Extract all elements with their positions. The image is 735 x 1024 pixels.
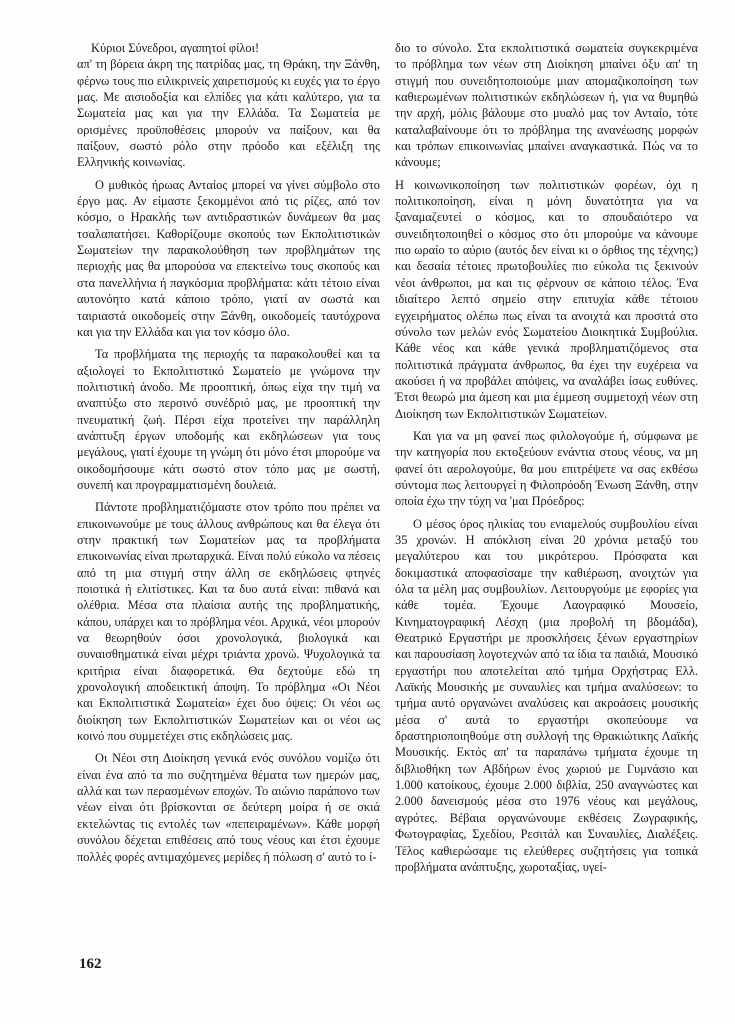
- paragraph: Ο μυθικός ήρωας Ανταίος μπορεί να γίνει σύμβολο στο έργο μας. Αν είμαστε ξεκομμένοι από τις ρίζες, από τον κόσμο, ο Ηρακλής των αντιδραστικών δυνάμεων θα μας τσαλαπατήσει. Καθορίζουμε σκοπούς των Εκπολιτιστικών Σωματείων την παρακολούθηση των προβλημάτων της περιοχής μας θα μπορούσα να επεκτείνω τους σκοπούς και στα πανελλήνια ή παγκόσμια προβλήματα: κάτι τέτοιο είναι αυτονόητο κατά κάποιο τρόπο, γιατί αν σωστά και ταιριαστά οικοδομείς στην Ξάνθη, οικοδομείς ταυτόχρονα και για την Ελλάδα και για τον κόσμο όλο.: [77, 177, 380, 339]
- right-text-column: [395, 40, 698, 881]
- paragraph: Τα προβλήματα της περιοχής τα παρακολουθεί και τα αξιολογεί το Εκπολιτιστικό Σωματείο με γνώμονα την πολιτιστική άνοδο. Με προοπτική, όπως είχα την τιμή να αναπτύξω στο περσινό συνέδριό μας, με προοπτική την πνευματική ζωή. Πέρσι είχα προτείνει την παράλληλη ανάπτυξη έργων υποδομής και εκδηλώσεων για τους μεγάλους, γιατί έχουμε τη γνώμη ότι μόνο έτσι μπορούμε να οικοδομήσουμε κάτι σωστό στον τόπο μας με σωστή, συνεπή και προγραμματισμένη δουλειά.: [77, 347, 380, 492]
- paragraph: απ' τη βόρεια άκρη της πατρίδας μας, τη Θράκη, την Ξάνθη, φέρνω τους πιο ειλικρινείς χαιρετισμούς κι ευχές για το έργο μας. Με αισιοδοξία και ελπίδες για κάτι καλύτερο, για τα Σωματεία μας και για την Ελλάδα. Τα Σωματεία με ορισμένες προϋποθέσεις μπορούν να παίξουν, και θα παίξουν, σωστό ρόλο στην πρόοδο και εξέλιξη της Ελληνικής κοινωνίας.: [77, 57, 380, 170]
- paragraph: διο το σύνολο. Στα εκπολιτιστικά σωματεία συγκεκριμένα το πρόβλημα των νέων στη Διοίκηση μπαίνει όξυ απ' τη στιγμή που συνειδητοποιούμε μιαν απομαζικοποίηση των καθιερωμένων πολιτιστικών εκδηλώσεων ή, για να θυμηθώ την αρχή, μόλις βάλουμε στο μυαλό μας τον Ανταίο, τότε καταλαβαίνουμε ότι το πρόβλημα της ανανέωσης μορφών και τρόπων επικοινωνίας μπαίνει αναγκαστικά. Πώς να το κάνουμε;: [395, 41, 698, 170]
- paragraph: Και για να μη φανεί πως φιλολογούμε ή, σύμφωνα με την κατηγορία που εκτοξεύουν ενάντια στους νέους, να μη φανεί ότι αερολογούμε, θα μου επιτρέψετε να σας εκθέσω σύντομα πως λειτουργεί η Φιλοπρόοδη Ένωση Ξάνθη, στην οποία έχω την τύχη να 'μαι Πρόεδρος:: [395, 428, 698, 509]
- paragraph: Οι Νέοι στη Διοίκηση γενικά ενός συνόλου νομίζω ότι είναι ένα από τα πιο συζητημένα θέματα των ημερών μας, αλλά και των περασμένων εποχών. Το αιώνιο παράπονο των νέων είναι ότι βρίσκονται σε δεύτερη μοίρα ή σε σκιά εκτελώντας τις εντολές των «πεπειραμένων». Κάθε μορφή συνόλου δέχεται επιθέσεις από τους νέους και έτσι έχουμε πολλές φορές αντιμαχόμενες μερίδες ή πόλωση σ' αυτό το ί-: [77, 751, 380, 864]
- paragraph: Πάντοτε προβληματιζόμαστε στον τρόπο που πρέπει να επικοινωνούμε με τους άλλους ανθρώπους και θα έλεγα ότι στην πρακτική των Σωματείων μας τα προβλήματα επικοινωνίας είναι πρωταρχικά. Είναι πολύ εύκολο να πέσεις από τη μια στιγμή στην άλλη σε εκδηλώσεις φτηνές ποιοτικά ή ελιτίστικες. Και τα δυο αυτά είναι: πιθανά και ολέθρια. Μέσα στα πλαίσια αυτής της προβληματικής, κάπου, υπάρχει και το πρόβλημα νέοι. Αρχικά, νέοι μπορούν να θεωρηθούν όσοι χρονολογικά, βιολογικά και συναισθηματικά είναι μέχρι τριάντα χρονώ. Ψυχολογικά τα κριτήρια είναι διαφορετικά. Θα δεχτούμε εδώ τη χρονολογική αποδεικτική άποψη. Το πρόβλημα «Οι Νέοι και Εκπολιτιστικά Σωματεία» έχει δυο όψεις: Οι νέοι ως διοίκηση των Εκπολιτιστικών Σωματείων και οι νέοι ως κοινό που συμμετέχει στις εκδηλώσεις μας.: [77, 500, 380, 744]
- paragraph: Η κοινωνικοποίηση των πολιτιστικών φορέων, όχι η πολιτικοποίηση, είναι η μόνη δυνατότητα για να ξαναμαζευτεί ο κόσμος, και το σπουδαιότερο να συνειδητοποιηθεί ο κόσμος στο ότι μπορούμε να κάνουμε πιο ωραίο το αύριο (αυτός δεν είναι κι ο όρθιος της τέχνης;) και δεσαία τέτοιες πρωτοβουλίες πιο εύκολα τις ξεκινούν νέοι άνθρωποι, μα και τις φέρνουν σε κάποιο τέλος. Ένα ιδιαίτερο λεπτό σημείο στην επιτυχία κάθε τέτοιου εγχειρήματος ολέπω πως είναι τα ανοιχτά και προσιτά στο σύνολο των μελών ενός Σωματείου Διοικητικά Συμβούλια. Κάθε νέος και κάθε γενικά προβληματιζόμενος στα πολιτιστικά πράγματα άνθρωπος, θα έχει την ευχέρεια να ακούσει ή να προβάλει απόψεις, να αναλάβει ίσως ευθύνες. Έτσι θεωρώ μια άμεση και μια έμμεση συμμετοχή νέων στη Διοίκηση των Εκπολιτιστικών Σωματείων.: [395, 177, 698, 421]
- page-number: 162: [79, 956, 102, 972]
- paragraph: Ο μέσος όρος ηλικίας του ενιαμελούς συμβουλίου είναι 35 χρονών. Η απόκλιση είναι 20 χρόνια μεταξύ του μεγαλύτερου και του μικρότερου. Πρόσφατα και δοκιμαστικά αποφασίσαμε την καθιέρωση, ανοιχτών για όλα τα μέλη μας συμβουλίων. Λειτουργούμε με εφορίες για κάθε τομέα. Έχουμε Λαογραφικό Μουσείο, Κινηματογραφική Λέσχη (μια προβολή τη βδομάδα), Θεατρικό Εργαστήρι με προσκλήσεις ξένων εργαστηρίων και παρουσίαση λογοτεχνών από τα ίδια τα παιδιά, Μουσικό εργαστήρι που αποτελείται από τμήμα Ορχήστρας Ελλ. Λαϊκής Μουσικής με συναυλίες και τμήμα αναλύσεων: το τμήμα αυτό οργανώνει αναλύσεις και ακροάσεις μουσικής μέσα σ' αυτά το εργαστήρι σκοπεύουμε να δραστηριοποιηθούμε στη συλλογή της Θρακιώτικης Λαϊκής Μουσικής. Εκτός απ' τα παραπάνω τμήματα έχουμε τη διβλιοθήκη των Αβδήρων ένος χωριού με Γυμνάσιο και 1.000 κατοίκους, έχουμε 2.000 διβλία, 250 αναγνώστες και 2.000 δανεισμούς μέσα στο 1976 νέους και μεγάλους, αγρότες. Βέβαια οργανώνουμε εκθέσεις Ζωγραφικής, Φωτογραφίας, Σχεδίου, Ρεσιτάλ και Συναυλίες, Διαλέξεις. Τέλος καθιερώσαμε τις ελεύθερες συζητήσεις για τοπικά προβλήματα ανάπτυξης, χωροταξίας, υγεί-: [395, 516, 698, 874]
- left-text-column: [77, 40, 380, 871]
- salutation: Κύριοι Σύνεδροι, αγαπητοί φίλοι!: [91, 41, 260, 55]
